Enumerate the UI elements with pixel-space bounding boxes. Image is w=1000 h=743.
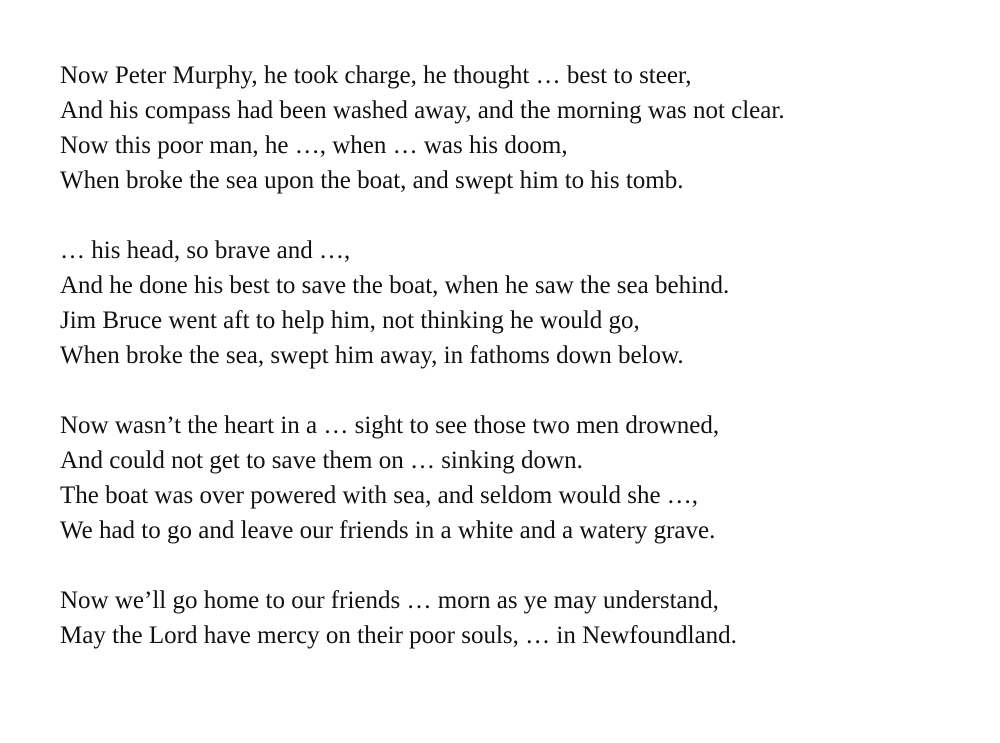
poem-line: May the Lord have mercy on their poor souls, … in Newfoundland.	[60, 622, 737, 649]
poem-line: And he done his best to save the boat, when he saw the sea behind.	[60, 272, 730, 299]
poem-line: When broke the sea, swept him away, in fathoms down below.	[60, 342, 684, 369]
poem-line: And his compass had been washed away, and the morning was not clear.	[60, 97, 785, 124]
stanza-1	[60, 58, 980, 198]
poem-text	[60, 58, 980, 688]
poem-line: Jim Bruce went aft to help him, not thinking he would go,	[60, 307, 640, 334]
poem-line: Now we’ll go home to our friends … morn as ye may understand,	[60, 587, 719, 614]
poem-line: The boat was over powered with sea, and seldom would she …,	[60, 482, 699, 509]
poem-line: We had to go and leave our friends in a white and a watery grave.	[60, 517, 716, 544]
poem-line: Now wasn’t the heart in a … sight to see those two men drowned,	[60, 412, 720, 439]
stanza-3	[60, 408, 980, 548]
poem-line: … his head, so brave and …,	[60, 237, 351, 264]
stanza-2	[60, 233, 980, 373]
stanza-4	[60, 583, 980, 653]
poem-line: When broke the sea upon the boat, and swept him to his tomb.	[60, 167, 684, 194]
poem-line: Now this poor man, he …, when … was his doom,	[60, 132, 568, 159]
poem-line: Now Peter Murphy, he took charge, he thought … best to steer,	[60, 62, 692, 89]
poem-line: And could not get to save them on … sinking down.	[60, 447, 583, 474]
